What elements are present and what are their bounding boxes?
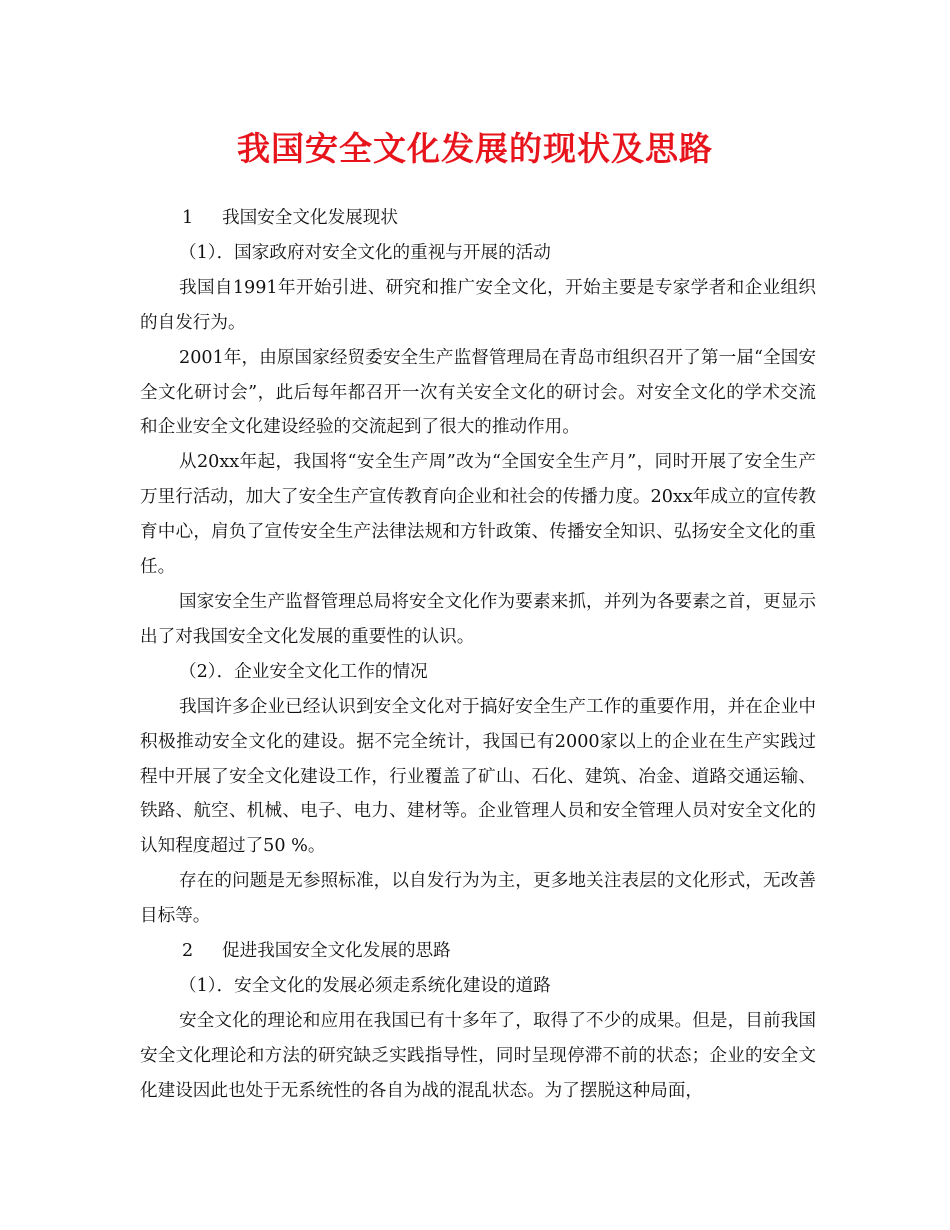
paragraph-1: 我国自1991年开始引进、研究和推广安全文化，开始主要是专家学者和企业组织的自发行为。 bbox=[140, 277, 816, 333]
paragraph-2: 2001年，由原国家经贸委安全生产监督管理局在青岛市组织召开了第一届“全国安全文化研讨会”，此后每年都召开一次有关安全文化的研讨会。对安全文化的学术交流和企业安全文化建设经验的交流起到了很大的推动作用。 bbox=[140, 347, 816, 438]
section-number-2: 2 bbox=[182, 941, 194, 962]
paragraph-6: 存在的问题是无参照标准，以自发行为为主，更多地关注表层的文化形式，无改善目标等。 bbox=[140, 871, 816, 927]
subsection-heading-1-2: （2）．企业安全文化工作的情况 bbox=[179, 661, 428, 682]
paragraph-3: 从20xx年起，我国将“安全生产周”改为“全国安全生产月”，同时开展了安全生产万里行活动，加大了安全生产宣传教育向企业和社会的传播力度。20xx年成立的宣传教育中心，肩负了宣传安全生产法律法规和方针政策、传播安全知识、弘扬安全文化的重任。 bbox=[140, 452, 816, 578]
section-heading-1 bbox=[140, 201, 816, 236]
section-number-1: 1 bbox=[182, 208, 194, 228]
paragraph-4: 国家安全生产监督管理总局将安全文化作为要素来抓，并列为各要素之首，更显示出了对我国安全文化发展的重要性的认识。 bbox=[140, 591, 816, 647]
document-title: 我国安全文化发展的现状及思路 bbox=[237, 129, 713, 168]
document-body bbox=[140, 201, 816, 1109]
subsection-heading-1-1: （1）．国家政府对安全文化的重视与开展的活动 bbox=[179, 242, 551, 263]
paragraph-5: 我国许多企业已经认识到安全文化对于搞好安全生产工作的重要作用，并在企业中积极推动安全文化的建设。据不完全统计，我国已有2000家以上的企业在生产实践过程中开展了安全文化建设工作，行业覆盖了矿山、石化、建筑、冶金、道路交通运输、铁路、航空、机械、电子、电力、建材等。企业管理人员和安全管理人员对安全文化的认知程度超过了50 %。 bbox=[140, 696, 816, 857]
section-title-2: 促进我国安全文化发展的思路 bbox=[222, 941, 451, 962]
section-heading-2 bbox=[140, 934, 816, 969]
subsection-heading-2-1: （1）．安全文化的发展必须走系统化建设的道路 bbox=[179, 975, 551, 996]
paragraph-7: 安全文化的理论和应用在我国已有十多年了，取得了不少的成果。但是，目前我国安全文化理论和方法的研究缺乏实践指导性，同时呈现停滞不前的状态；企业的安全文化建设因此也处于无系统性的各自为战的混乱状态。为了摆脱这种局面， bbox=[140, 1010, 816, 1101]
section-title-1: 我国安全文化发展现状 bbox=[222, 208, 398, 228]
